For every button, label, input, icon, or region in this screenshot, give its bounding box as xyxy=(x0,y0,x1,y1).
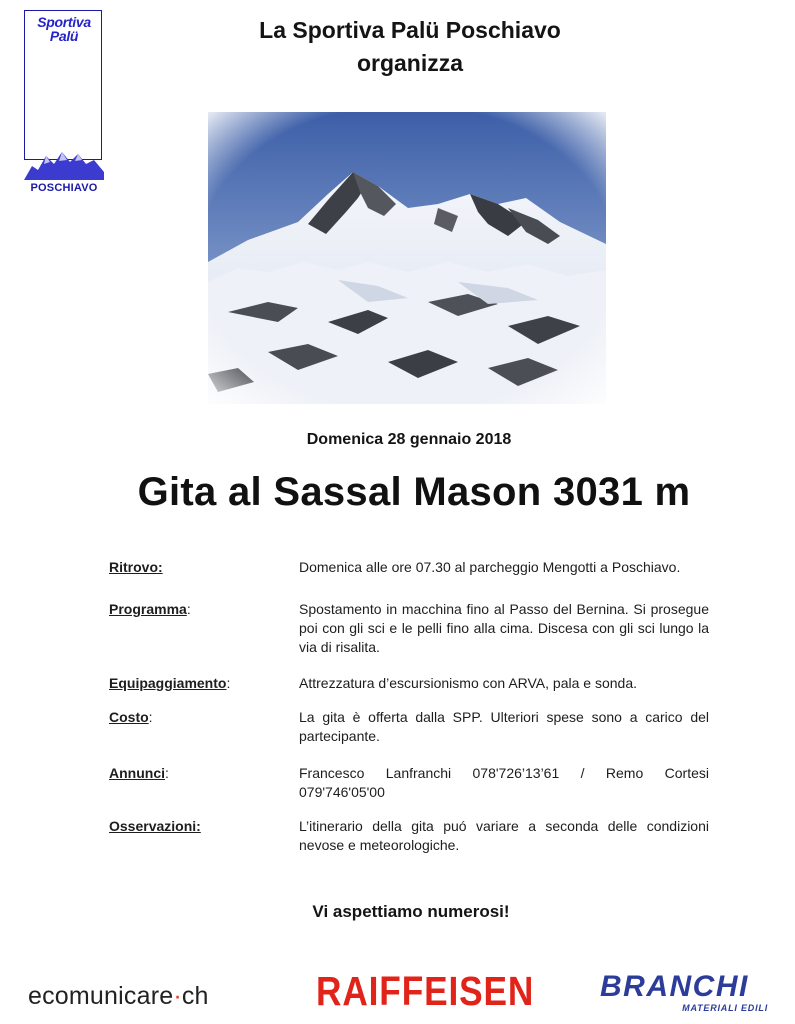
event-date: Domenica 28 gennaio 2018 xyxy=(306,431,512,448)
header xyxy=(120,14,700,80)
detail-label-text: Costo xyxy=(109,709,149,725)
detail-label-text: Ritrovo: xyxy=(109,559,163,575)
sponsor-raiffeisen-logo: RAIFFEISEN xyxy=(316,968,535,1014)
logo-town: POSCHIAVO xyxy=(30,182,98,194)
detail-value: L’itinerario della gita puó variare a seconda delle condizioni nevose e meteorologiche. xyxy=(299,818,709,853)
detail-label-suffix: : xyxy=(148,709,153,725)
logo-line-1: Sportiva xyxy=(37,14,91,30)
detail-label xyxy=(109,708,289,727)
branchi-name: BRANCHI xyxy=(600,970,749,1003)
sponsor-eco-main: ecomunicare xyxy=(28,982,174,1010)
logo-line-2: Palü xyxy=(49,28,79,44)
mountain-photo-icon xyxy=(208,112,606,404)
detail-value: Attrezzatura d’escursionismo con ARVA, pala e sonda. xyxy=(299,675,637,691)
closing-message: Vi aspettiamo numerosi! xyxy=(312,902,510,921)
detail-value: Spostamento in macchina fino al Passo del Bernina. Si prosegue poi con gli sci e le pelli fino alla cima. Discesa con gli sci lungo la via di risalita. xyxy=(299,601,709,655)
detail-value: Domenica alle ore 07.30 al parcheggio Mengotti a Poschiavo. xyxy=(299,559,681,575)
sponsor-eco-tld: ch xyxy=(181,982,209,1010)
logo-mountain-icon xyxy=(24,146,104,180)
logo-wordmark xyxy=(27,15,101,43)
sponsor-branchi-logo xyxy=(600,972,780,1013)
detail-label xyxy=(109,558,289,577)
detail-label-text: Equipaggiamento xyxy=(109,675,227,691)
mountain-photo xyxy=(208,112,606,404)
org-name: La Sportiva Palü Poschiavo xyxy=(259,17,561,43)
detail-label-suffix: : xyxy=(226,675,231,691)
detail-label xyxy=(109,674,289,693)
detail-label xyxy=(109,817,289,836)
event-title: Gita al Sassal Mason 3031 m xyxy=(137,470,691,514)
detail-value: La gita è offerta dalla SPP. Ulteriori spese sono a carico del partecipante. xyxy=(299,709,709,744)
detail-label-suffix: : xyxy=(165,765,169,781)
branchi-subtitle: MATERIALI EDILI xyxy=(682,1003,768,1013)
detail-label xyxy=(109,764,289,783)
org-subtitle: organizza xyxy=(356,50,464,76)
sponsor-ecomunicare-logo xyxy=(28,982,209,1011)
detail-label-suffix: : xyxy=(186,601,191,617)
sponsor-eco-dot: · xyxy=(173,982,182,1010)
detail-label xyxy=(109,600,289,619)
detail-label-text: Programma xyxy=(109,601,187,617)
detail-label-text: Annunci xyxy=(109,765,165,781)
club-logo xyxy=(24,10,104,194)
detail-label-text: Osservazioni: xyxy=(109,818,201,834)
detail-value: Francesco Lanfranchi 078'726’13’61 / Remo Cortesi 079'746'05'00 xyxy=(299,765,709,800)
